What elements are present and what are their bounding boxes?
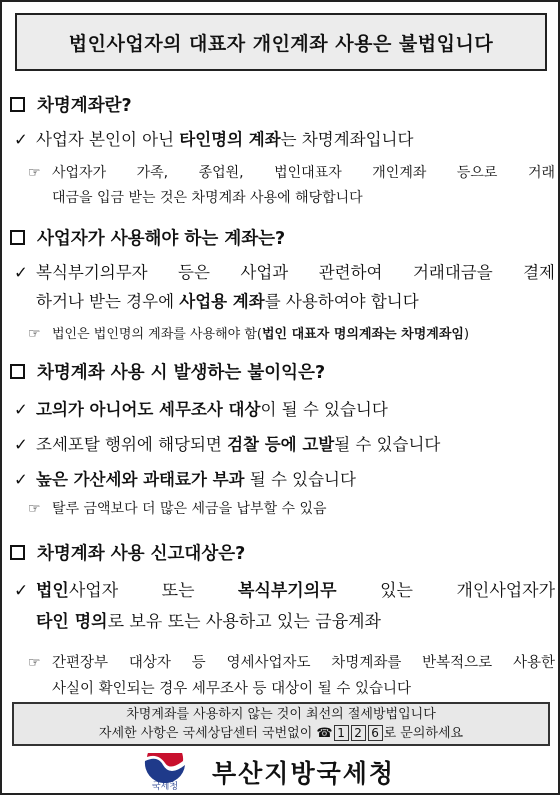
phone-digit: 6 [368, 725, 383, 741]
section-required-account [10, 225, 555, 347]
section-heading: 사업자가 사용해야 하는 계좌는? [10, 225, 555, 249]
section-reporting-targets [10, 540, 555, 702]
check-item: ✓ 사업자 본인이 아닌 타인명의 계좌는 차명계좌입니다 [10, 125, 555, 154]
taegeuk-logo-icon [132, 753, 198, 793]
pointing-hand-icon: ☞ [28, 326, 41, 342]
square-bullet-icon [10, 97, 25, 112]
phone-digit: 1 [334, 725, 349, 741]
check-item: ✓ 복식부기의무자 등은 사업과 관련하여 거래대금을 결제 하거나 받는 경우에 사업용 계좌를 사용하여야 합니다 [10, 258, 555, 316]
square-bullet-icon [10, 364, 25, 379]
note-item: ☞ 간편장부 대상자 등 영세사업자도 차명계좌를 반복적으로 사용한 사실이 확인되는 경우 세무조사 등 대상이 될 수 있습니다 [10, 650, 555, 702]
square-bullet-icon [10, 230, 25, 245]
check-icon: ✓ [14, 130, 28, 149]
check-item: ✓ 고의가 아니어도 세무조사 대상이 될 수 있습니다 [10, 395, 555, 424]
nts-logo [132, 753, 198, 793]
logo-label: 국세청 [151, 782, 179, 792]
section-disadvantages [10, 359, 555, 522]
check-item: ✓ 법인사업자 또는 복식부기의무 있는 개인사업자가 타인 명의로 보유 또는 사용하고 있는 금융계좌 [10, 576, 555, 638]
check-icon: ✓ [14, 400, 28, 419]
section-heading: 차명계좌란? [10, 92, 555, 116]
footer-notice-box [12, 702, 550, 746]
section-borrowed-account-definition [10, 92, 555, 211]
note-item: ☞ 법인은 법인명의 계좌를 사용해야 함(법인 대표자 명의계좌는 차명계좌임) [10, 322, 555, 347]
section-heading: 차명계좌 사용 시 발생하는 불이익은? [10, 359, 555, 383]
check-item: ✓ 조세포탈 행위에 해당되면 검찰 등에 고발될 수 있습니다 [10, 430, 555, 459]
note-item: ☞ 사업자가 가족, 종업원, 법인대표자 개인계좌 등으로 거래 대금을 입금 받는 것은 차명계좌 사용에 해당합니다 [10, 161, 555, 211]
section-heading: 차명계좌 사용 신고대상은? [10, 540, 555, 564]
footer-line-2: 자세한 사항은 국세상담센터 국번없이 ☎ 1 2 6 로 문의하세요 [98, 726, 464, 741]
title-box [15, 13, 547, 71]
square-bullet-icon [10, 545, 25, 560]
pointing-hand-icon: ☞ [28, 501, 41, 517]
phone-digit: 2 [351, 725, 366, 741]
pointing-hand-icon: ☞ [28, 655, 41, 671]
check-icon: ✓ [14, 470, 28, 489]
page-title: 법인사업자의 대표자 개인계좌 사용은 불법입니다 [68, 32, 494, 55]
note-item: ☞ 탈루 금액보다 더 많은 세금을 납부할 수 있음 [10, 497, 555, 522]
check-icon: ✓ [14, 263, 28, 282]
check-icon: ✓ [14, 581, 29, 601]
check-icon: ✓ [14, 435, 28, 454]
agency-name: 부산지방국세청 [212, 759, 396, 788]
check-item: ✓ 높은 가산세와 과태료가 부과 될 수 있습니다 [10, 465, 555, 494]
pointing-hand-icon: ☞ [28, 165, 41, 181]
footer-line-1: 차명계좌를 사용하지 않는 것이 최선의 절세방법입니다 [126, 707, 436, 722]
